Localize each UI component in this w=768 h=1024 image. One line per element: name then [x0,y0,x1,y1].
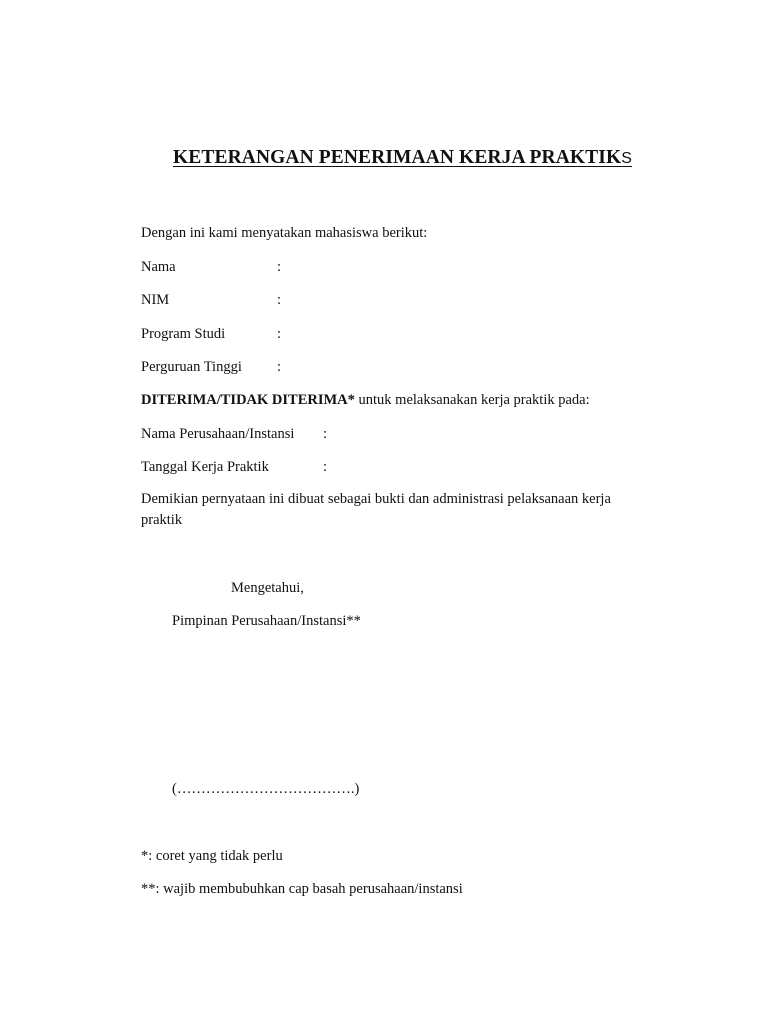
title-main: KETERANGAN PENERIMAAN KERJA PRAKTIK [173,147,622,168]
field-tanggal-kerja-praktik [141,458,501,476]
intro-text: Dengan ini kami menyatakan mahasiswa berikut: [141,225,428,241]
field-colon: : [323,459,328,475]
field-label: NIM [141,292,170,308]
field-colon: : [277,359,282,375]
footnote-2: **: wajib membubuhkan cap basah perusahaan/instansi [141,881,463,897]
field-perguruan-tinggi [141,358,441,376]
decision-rest: untuk melaksanakan kerja praktik pada: [354,392,590,408]
field-label: Nama [141,259,176,275]
field-program-studi [141,325,441,343]
document-title [173,146,632,171]
field-colon: : [277,326,282,342]
field-nama [141,258,441,276]
field-nim [141,291,441,309]
field-nama-perusahaan [141,425,501,443]
title-suffix: S [621,150,633,167]
field-label: Nama Perusahaan/Instansi [141,426,295,442]
signature-name-placeholder: (……………………………….) [172,781,360,797]
acknowledge-text: Mengetahui, [231,580,304,596]
field-colon: : [277,259,282,275]
signer-role: Pimpinan Perusahaan/Instansi** [172,613,361,629]
decision-statement [141,391,590,409]
footnote-1: *: coret yang tidak perlu [141,848,283,864]
field-label: Program Studi [141,326,226,342]
field-label: Tanggal Kerja Praktik [141,459,269,475]
closing-paragraph: Demikian pernyataan ini dibuat sebagai bukti dan administrasi pelaksanaan kerja praktik [141,491,611,528]
decision-bold: DITERIMA/TIDAK DITERIMA* [141,392,355,408]
field-label: Perguruan Tinggi [141,359,242,375]
field-colon: : [323,426,328,442]
field-colon: : [277,292,282,308]
